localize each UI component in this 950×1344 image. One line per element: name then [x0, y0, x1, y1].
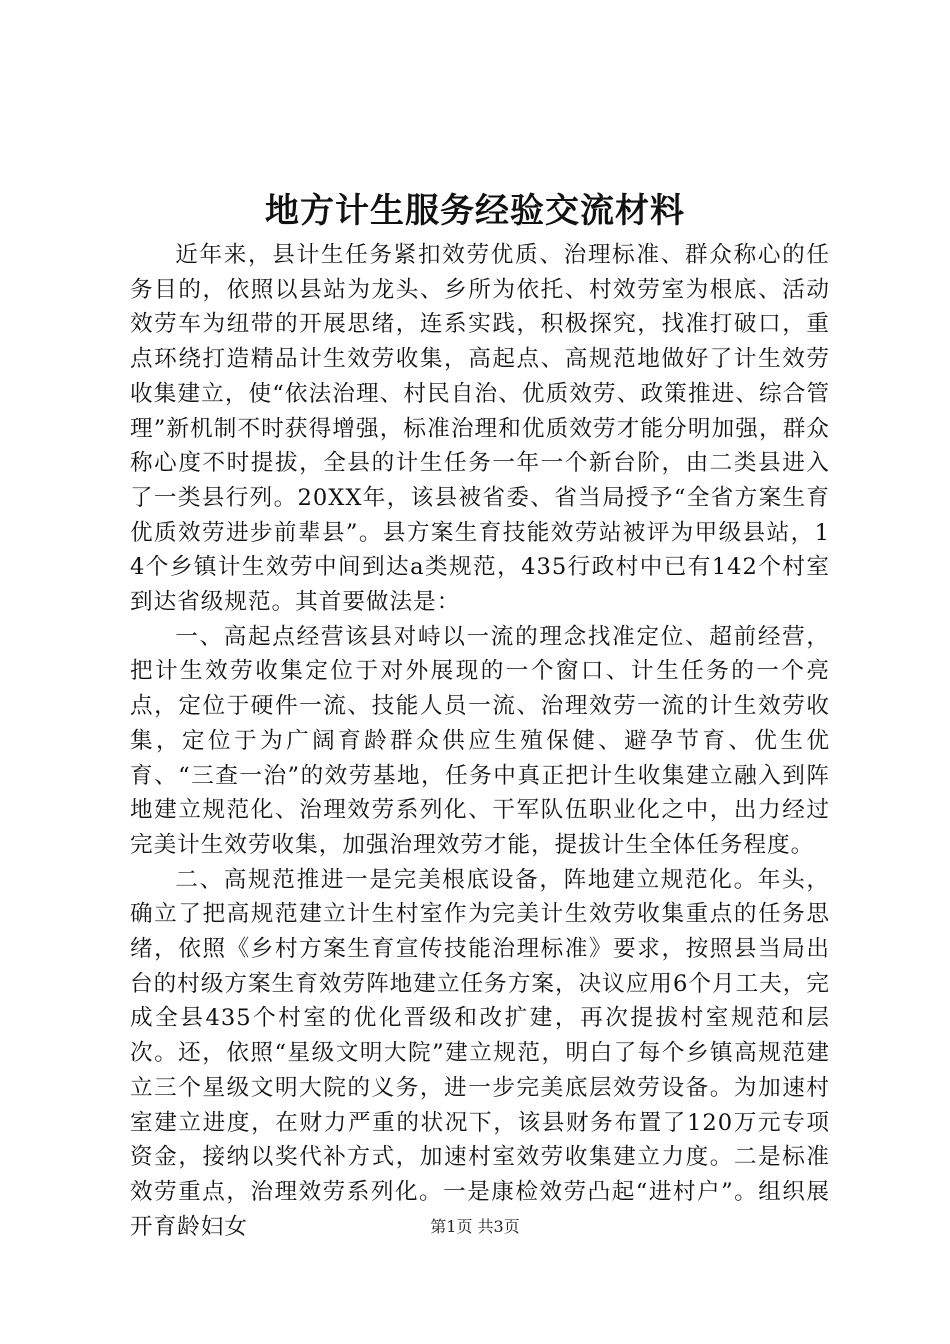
- page-number-footer: 第1页 共3页: [430, 1217, 520, 1236]
- section-one-paragraph: 一、高起点经营该县对峙以一流的理念找准定位、超前经营，把计生效劳收集定位于对外展现的一个窗口、计生任务的一个亮点，定位于硬件一流、技能人员一流、治理效劳一流的计生效劳收集，定位于为广阔育龄群众供应生殖保健、避孕节育、优生优育、“三查一治”的效劳基地，任务中真正把计生收集建立融入到阵地建立规范化、治理效劳系列化、干军队伍职业化之中，出力经过完美计生效劳收集，加强治理效劳才能，提拔计生全体任务程度。: [130, 623, 830, 858]
- document-title: 地方计生服务经验交流材料: [265, 191, 685, 231]
- section-two-paragraph: 二、高规范推进一是完美根底设备，阵地建立规范化。年头，确立了把高规范建立计生村室作为完美计生效劳收集重点的任务思绪，依照《乡村方案生育宣传技能治理标准》要求，按照县当局出台的村级方案生育效劳阵地建立任务方案，决议应用6个月工夫，完成全县435个村室的优化晋级和改扩建，再次提拔村室规范和层次。还，依照“星级文明大院”建立规范，明白了每个乡镇高规范建立三个星级文明大院的义务，进一步完美底层效劳设备。为加速村室建立进度，在财力严重的状况下，该县财务布置了120万元专项资金，接纳以奖代补方式，加速村室效劳收集建立力度。二是标准效劳重点，治理效劳系列化。一是康检效劳凸起“进村户”。组织展开育龄妇女: [130, 866, 830, 1240]
- document-body: [130, 238, 830, 1244]
- intro-paragraph: 近年来，县计生任务紧扣效劳优质、治理标准、群众称心的任务目的，依照以县站为龙头、乡所为依托、村效劳室为根底、活动效劳车为纽带的开展思绪，连系实践，积极探究，找准打破口，重点环绕打造精品计生效劳收集，高起点、高规范地做好了计生效劳收集建立，使“依法治理、村民自治、优质效劳、政策推进、综合管理”新机制不时获得增强，标准治理和优质效劳才能分明加强，群众称心度不时提拔，全县的计生任务一年一个新台阶，由二类县进入了一类县行列。20XX年，该县被省委、省当局授予“全省方案生育优质效劳进步前辈县”。县方案生育技能效劳站被评为甲级县站，14个乡镇计生效劳中间到达a类规范，435行政村中已有142个村室到达省级规范。其首要做法是：: [130, 242, 830, 616]
